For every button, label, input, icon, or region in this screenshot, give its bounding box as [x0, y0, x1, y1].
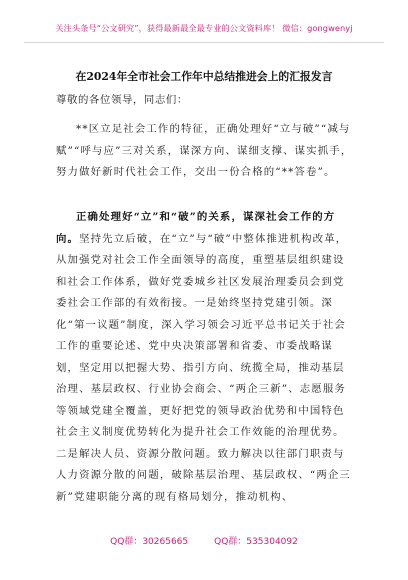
- section-heading: 正确处理好“立”和“破”的关系，谋深社会工作的方向。: [56, 211, 336, 245]
- section-body: 坚持先立后破，在“立”与“破”中整体推进机构改革，从加强党对社会工作全面领导的高度，重塑基层组织建设和社会工作体系，做好党委城乡社区发展治理委员会到党委社会工作部的有效衔接。一是始终坚持党建引领。深化“第一议题”制度，深入学习领会习近平总书记关于社会工作的重要论述、党中央决策部署和省委、市委战略谋划，坚定用以把握大势、指引方向、统揽全局，推动基层治理、基层政权、行业协会商会、“两企三新”、志愿服务等领域党建全覆盖，更好把党的领导政治优势和中国特色社会主义制度优势转化为提升社会工作效能的治理优势。二是解决人员、资源分散问题。致力解决以往部门职责与人力资源分散的问题，破除基层治理、基层政权、“两企三新”党建职能分离的现有格局划分，推动机构、: [56, 232, 351, 503]
- paragraph-intro: **区立足社会工作的特征，正确处理好“立与破”“减与赋”“呼与应”三对关系，谋深方向、谋细支撑、谋实抓手，努力做好新时代社会工作，交出一份合格的“**答卷”。: [56, 123, 353, 178]
- footer-qq-group-2: QQ群：535304092: [214, 537, 298, 547]
- footer-qq-group-1: QQ群：30265665: [110, 537, 189, 547]
- footer: [0, 534, 408, 547]
- document-title: 在2024年全市社会工作年中总结推进会上的汇报发言: [75, 70, 333, 83]
- header-divider: [24, 42, 384, 43]
- greeting: 尊敬的各位领导，同志们：: [56, 94, 188, 106]
- header-banner: 关注头条号“公文研究”，获得最新最全最专业的公文资料库！ 微信：gongwenyj: [55, 23, 353, 33]
- paragraph-section-1: [56, 207, 354, 508]
